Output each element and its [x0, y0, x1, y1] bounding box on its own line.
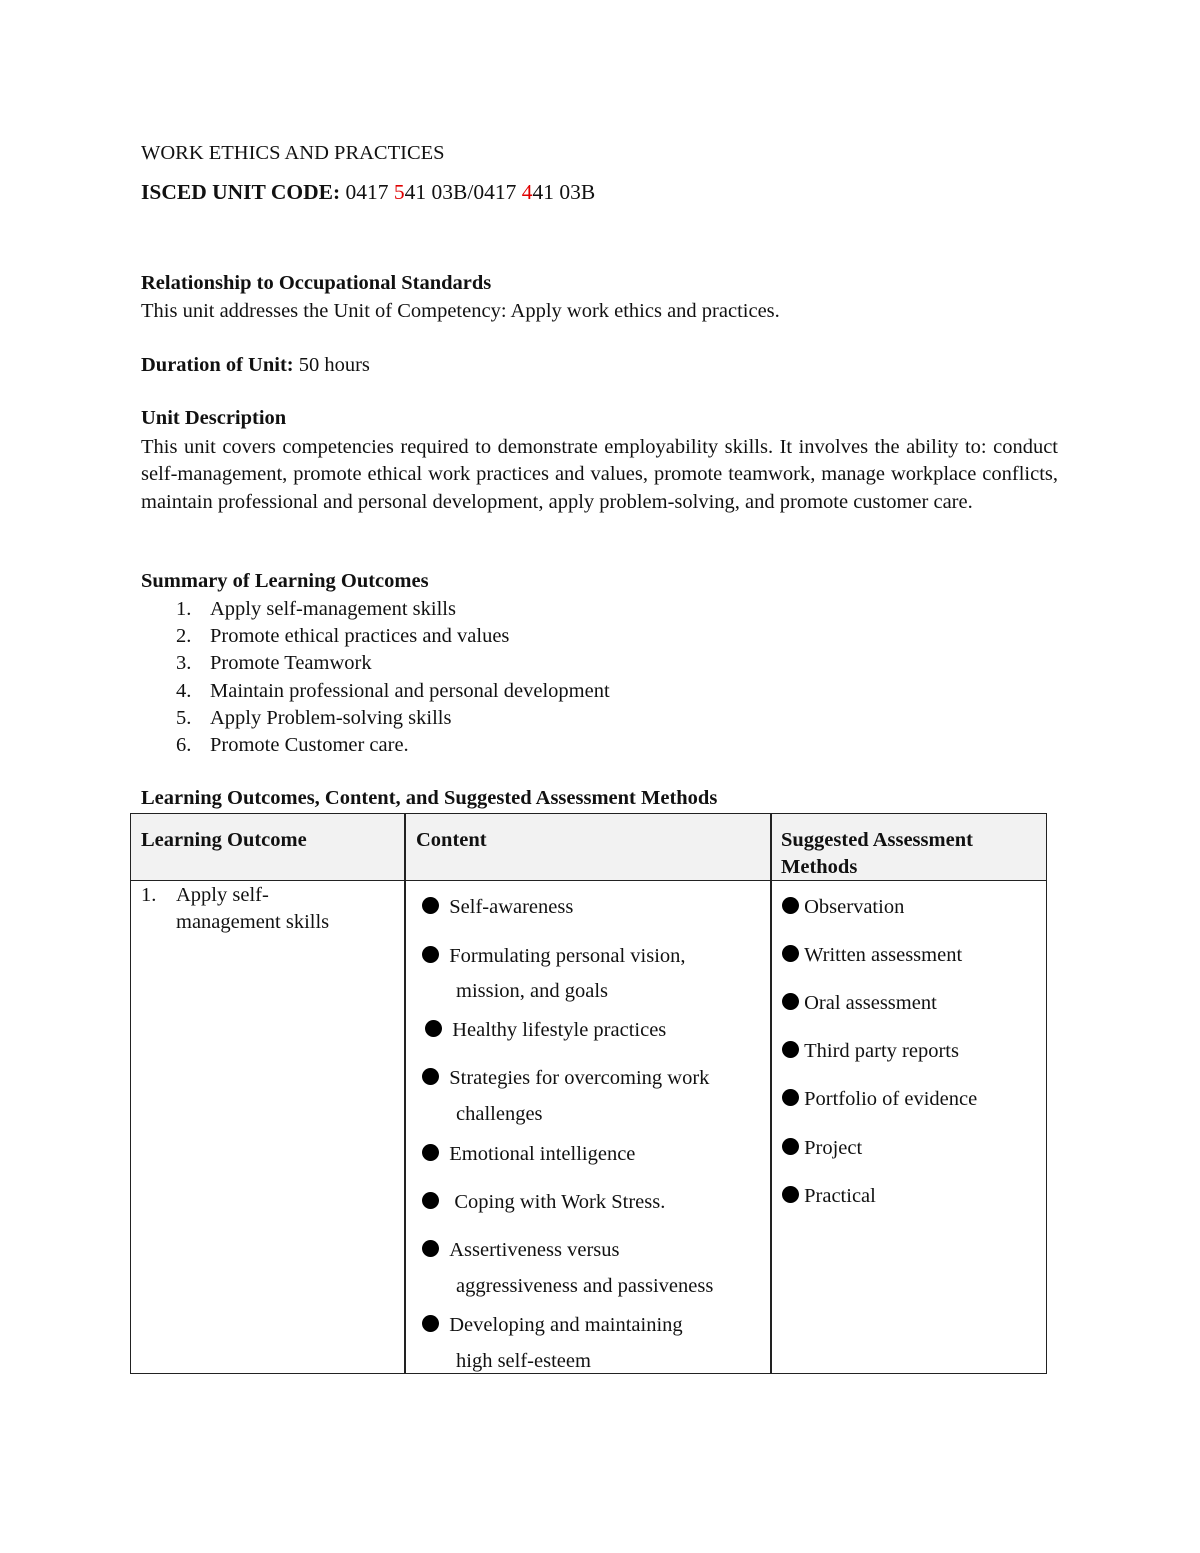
bullet-icon [782, 993, 799, 1010]
duration-label: Duration of Unit: [141, 354, 294, 376]
bullet-icon [422, 1240, 439, 1257]
bullet-icon [782, 1089, 799, 1106]
assessment-item: Observation [782, 890, 904, 925]
duration-value: 50 hours [293, 354, 370, 376]
document-title: WORK ETHICS AND PRACTICES [141, 142, 445, 164]
outcome-text: Apply self- management skills [176, 884, 330, 933]
list-item: 2. Promote ethical practices and values [176, 625, 510, 648]
column-divider [404, 814, 406, 1373]
description-heading: Unit Description [141, 407, 287, 429]
list-item: 4. Maintain professional and personal development [176, 679, 610, 702]
summary-heading: Summary of Learning Outcomes [141, 570, 429, 592]
bullet-icon [782, 1138, 799, 1155]
outcomes-table [130, 813, 1047, 1374]
content-item: Emotional intelligence [422, 1137, 635, 1172]
bullet-icon [422, 1192, 439, 1209]
bullet-icon [782, 945, 799, 962]
list-item: 5. Apply Problem-solving skills [176, 706, 452, 729]
content-item-continued: aggressiveness and passiveness [456, 1275, 714, 1297]
content-item: Formulating personal vision, [422, 939, 686, 974]
code-part-highlight: 4 [521, 180, 533, 204]
bullet-icon [422, 1315, 439, 1332]
assessment-item: Project [782, 1131, 862, 1166]
content-item: Developing and maintaining [422, 1308, 683, 1343]
content-item: Coping with Work Stress. [422, 1185, 665, 1220]
header-content: Content [416, 829, 487, 851]
description-text: This unit covers competencies required to demonstrate employability skills. It involves the ability to: conduct self-management, promote ethical work practices and values, promote teamwork, manage workplace conflicts, maintain professional and personal development, apply problem-solving, and promote customer care. [141, 436, 1058, 513]
bullet-icon [782, 897, 799, 914]
outcome-cell [141, 882, 329, 936]
isced-unit-code [141, 180, 595, 205]
bullet-icon [422, 1068, 439, 1085]
content-item: Assertiveness versus [422, 1233, 620, 1268]
column-divider [770, 814, 772, 1373]
content-item: Self-awareness [422, 890, 573, 925]
header-assessment: Suggested Assessment Methods [781, 829, 973, 878]
assessment-item: Practical [782, 1179, 876, 1214]
code-part-highlight: 5 [393, 180, 405, 204]
table-caption: Learning Outcomes, Content, and Suggested Assessment Methods [141, 787, 718, 809]
content-item: Strategies for overcoming work [422, 1061, 709, 1096]
content-item-continued: high self-esteem [456, 1350, 591, 1372]
outcome-number: 1. [141, 884, 157, 906]
assessment-item: Written assessment [782, 938, 962, 973]
bullet-icon [782, 1186, 799, 1203]
bullet-icon [422, 1144, 439, 1161]
list-item: 6. Promote Customer care. [176, 734, 409, 757]
duration [141, 354, 370, 377]
isced-label: ISCED UNIT CODE: [141, 180, 341, 204]
header-learning-outcome: Learning Outcome [141, 829, 307, 851]
bullet-icon [782, 1041, 799, 1058]
assessment-item: Third party reports [782, 1034, 959, 1069]
assessment-item: Oral assessment [782, 986, 937, 1021]
list-item: 1. Apply self-management skills [176, 598, 456, 620]
relationship-text: This unit addresses the Unit of Competency: Apply work ethics and practices. [141, 300, 780, 322]
content-item-continued: mission, and goals [456, 980, 609, 1002]
code-part: 41 03B/0417 [404, 180, 522, 204]
learning-outcomes-list [141, 596, 610, 759]
assessment-item: Portfolio of evidence [782, 1082, 977, 1117]
code-part: 0417 [345, 180, 394, 204]
bullet-icon [422, 897, 439, 914]
list-item: 3. Promote Teamwork [176, 652, 372, 675]
bullet-icon [422, 946, 439, 963]
relationship-heading: Relationship to Occupational Standards [141, 272, 492, 294]
bullet-icon [425, 1020, 442, 1037]
content-item-continued: challenges [456, 1103, 543, 1125]
content-item: Healthy lifestyle practices [425, 1013, 666, 1048]
code-part: 41 03B [532, 180, 596, 204]
